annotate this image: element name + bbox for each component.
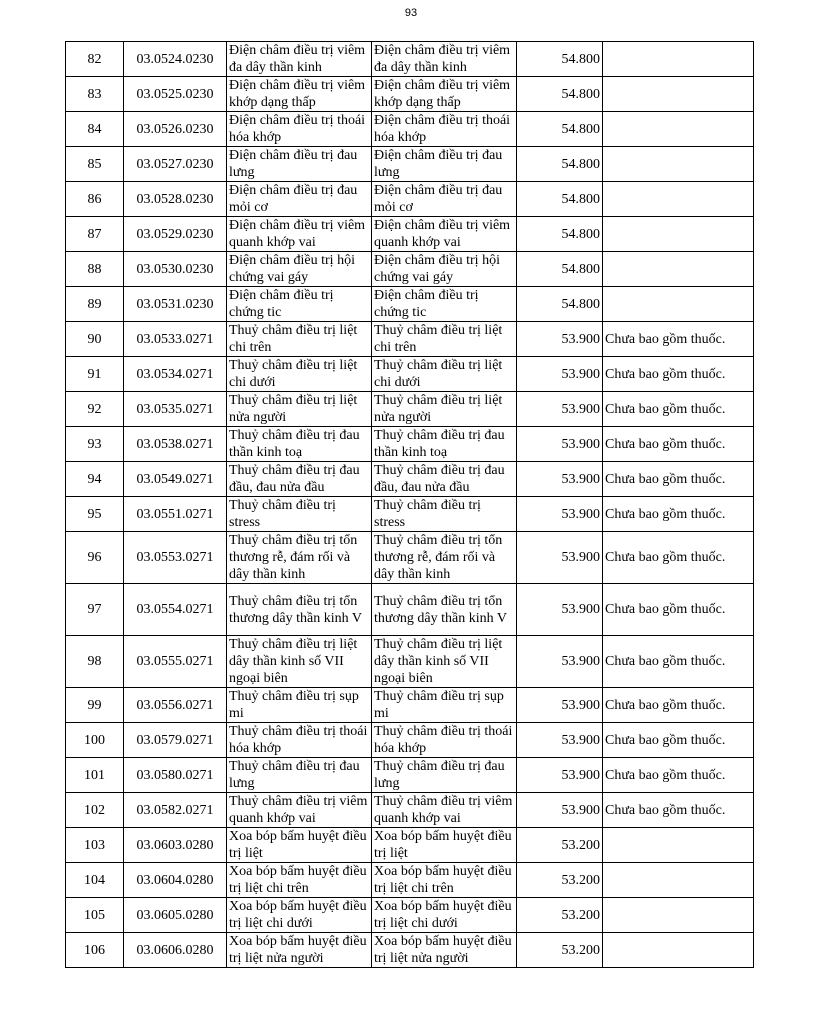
note-cell — [603, 898, 754, 933]
table-body — [66, 42, 754, 968]
table-row — [66, 322, 754, 357]
note-cell: Chưa bao gồm thuốc. — [603, 723, 754, 758]
service-price-table — [65, 41, 754, 968]
service-name-cell: Thuỷ châm điều trị liệt chi trên — [227, 322, 372, 357]
service-name-approved-cell: Xoa bóp bấm huyệt điều trị liệt chi dưới — [372, 898, 517, 933]
service-name-approved-cell: Thuỷ châm điều trị đau đầu, đau nửa đầu — [372, 462, 517, 497]
service-name-cell: Thuỷ châm điều trị đau thần kinh toạ — [227, 427, 372, 462]
note-cell: Chưa bao gồm thuốc. — [603, 427, 754, 462]
service-name-cell: Thuỷ châm điều trị sụp mi — [227, 688, 372, 723]
service-code-cell: 03.0604.0280 — [124, 863, 227, 898]
service-name-cell: Thuỷ châm điều trị stress — [227, 497, 372, 532]
note-cell — [603, 77, 754, 112]
price-cell: 54.800 — [517, 252, 603, 287]
service-name-cell: Thuỷ châm điều trị đau đầu, đau nửa đầu — [227, 462, 372, 497]
service-name-approved-cell: Xoa bóp bấm huyệt điều trị liệt chi trên — [372, 863, 517, 898]
price-cell: 53.900 — [517, 462, 603, 497]
service-code-cell: 03.0553.0271 — [124, 532, 227, 584]
price-cell: 53.900 — [517, 723, 603, 758]
stt-cell: 103 — [66, 828, 124, 863]
service-code-cell: 03.0528.0230 — [124, 182, 227, 217]
page-number: 93 — [404, 7, 418, 19]
price-cell: 53.200 — [517, 828, 603, 863]
service-name-cell: Xoa bóp bấm huyệt điều trị liệt — [227, 828, 372, 863]
price-cell: 53.200 — [517, 863, 603, 898]
service-code-cell: 03.0533.0271 — [124, 322, 227, 357]
stt-cell: 90 — [66, 322, 124, 357]
note-cell: Chưa bao gồm thuốc. — [603, 688, 754, 723]
note-cell — [603, 828, 754, 863]
service-code-cell: 03.0556.0271 — [124, 688, 227, 723]
service-code-cell: 03.0525.0230 — [124, 77, 227, 112]
service-code-cell: 03.0534.0271 — [124, 357, 227, 392]
stt-cell: 104 — [66, 863, 124, 898]
table-row — [66, 898, 754, 933]
note-cell — [603, 182, 754, 217]
price-cell: 54.800 — [517, 287, 603, 322]
service-name-approved-cell: Điện châm điều trị hội chứng vai gáy — [372, 252, 517, 287]
table-row — [66, 758, 754, 793]
table-row — [66, 112, 754, 147]
service-name-cell: Thuỷ châm điều trị liệt nửa người — [227, 392, 372, 427]
service-name-approved-cell: Thuỷ châm điều trị tổn thương dây thần kinh V — [372, 584, 517, 636]
price-cell: 53.900 — [517, 636, 603, 688]
service-code-cell: 03.0531.0230 — [124, 287, 227, 322]
service-name-approved-cell: Thuỷ châm điều trị tổn thương rễ, đám rối và dây thần kinh — [372, 532, 517, 584]
price-cell: 54.800 — [517, 147, 603, 182]
stt-cell: 85 — [66, 147, 124, 182]
service-name-cell: Xoa bóp bấm huyệt điều trị liệt chi trên — [227, 863, 372, 898]
service-name-cell: Điện châm điều trị hội chứng vai gáy — [227, 252, 372, 287]
service-name-approved-cell: Điện châm điều trị chứng tic — [372, 287, 517, 322]
price-cell: 54.800 — [517, 42, 603, 77]
stt-cell: 89 — [66, 287, 124, 322]
note-cell: Chưa bao gồm thuốc. — [603, 392, 754, 427]
price-cell: 54.800 — [517, 217, 603, 252]
service-name-cell: Thuỷ châm điều trị thoái hóa khớp — [227, 723, 372, 758]
stt-cell: 84 — [66, 112, 124, 147]
service-code-cell: 03.0555.0271 — [124, 636, 227, 688]
note-cell — [603, 217, 754, 252]
price-cell: 53.900 — [517, 532, 603, 584]
table-row — [66, 287, 754, 322]
stt-cell: 86 — [66, 182, 124, 217]
service-code-cell: 03.0535.0271 — [124, 392, 227, 427]
stt-cell: 83 — [66, 77, 124, 112]
stt-cell: 92 — [66, 392, 124, 427]
table-row — [66, 42, 754, 77]
stt-cell: 82 — [66, 42, 124, 77]
table-row — [66, 863, 754, 898]
service-name-cell: Điện châm điều trị viêm khớp dạng thấp — [227, 77, 372, 112]
stt-cell: 98 — [66, 636, 124, 688]
stt-cell: 97 — [66, 584, 124, 636]
service-name-cell: Xoa bóp bấm huyệt điều trị liệt chi dưới — [227, 898, 372, 933]
stt-cell: 99 — [66, 688, 124, 723]
stt-cell: 105 — [66, 898, 124, 933]
service-code-cell: 03.0526.0230 — [124, 112, 227, 147]
service-name-approved-cell: Thuỷ châm điều trị liệt chi trên — [372, 322, 517, 357]
price-cell: 53.900 — [517, 357, 603, 392]
note-cell: Chưa bao gồm thuốc. — [603, 462, 754, 497]
service-code-cell: 03.0538.0271 — [124, 427, 227, 462]
service-name-approved-cell: Thuỷ châm điều trị liệt dây thần kinh số VII ngoại biên — [372, 636, 517, 688]
stt-cell: 101 — [66, 758, 124, 793]
service-name-approved-cell: Thuỷ châm điều trị đau lưng — [372, 758, 517, 793]
stt-cell: 95 — [66, 497, 124, 532]
table-row — [66, 933, 754, 968]
note-cell: Chưa bao gồm thuốc. — [603, 636, 754, 688]
service-name-cell: Thuỷ châm điều trị tổn thương dây thần kinh V — [227, 584, 372, 636]
note-cell — [603, 863, 754, 898]
price-cell: 53.900 — [517, 758, 603, 793]
price-cell: 54.800 — [517, 112, 603, 147]
table-row — [66, 252, 754, 287]
table-row — [66, 688, 754, 723]
price-cell: 53.900 — [517, 688, 603, 723]
stt-cell: 96 — [66, 532, 124, 584]
stt-cell: 93 — [66, 427, 124, 462]
table-row — [66, 636, 754, 688]
service-name-approved-cell: Điện châm điều trị đau lưng — [372, 147, 517, 182]
service-name-approved-cell: Xoa bóp bấm huyệt điều trị liệt nửa người — [372, 933, 517, 968]
table-row — [66, 584, 754, 636]
service-name-approved-cell: Điện châm điều trị viêm đa dây thần kinh — [372, 42, 517, 77]
stt-cell: 100 — [66, 723, 124, 758]
service-code-cell: 03.0579.0271 — [124, 723, 227, 758]
price-cell: 53.200 — [517, 898, 603, 933]
service-name-approved-cell: Thuỷ châm điều trị sụp mi — [372, 688, 517, 723]
service-code-cell: 03.0549.0271 — [124, 462, 227, 497]
note-cell — [603, 42, 754, 77]
price-cell: 54.800 — [517, 182, 603, 217]
service-code-cell: 03.0551.0271 — [124, 497, 227, 532]
table-row — [66, 793, 754, 828]
service-name-approved-cell: Điện châm điều trị đau mỏi cơ — [372, 182, 517, 217]
note-cell: Chưa bao gồm thuốc. — [603, 532, 754, 584]
table-row — [66, 497, 754, 532]
service-code-cell: 03.0580.0271 — [124, 758, 227, 793]
note-cell: Chưa bao gồm thuốc. — [603, 758, 754, 793]
service-code-cell: 03.0529.0230 — [124, 217, 227, 252]
table-row — [66, 77, 754, 112]
stt-cell: 87 — [66, 217, 124, 252]
stt-cell: 91 — [66, 357, 124, 392]
service-name-approved-cell: Điện châm điều trị viêm khớp dạng thấp — [372, 77, 517, 112]
service-name-approved-cell: Thuỷ châm điều trị stress — [372, 497, 517, 532]
service-name-approved-cell: Điện châm điều trị thoái hóa khớp — [372, 112, 517, 147]
service-name-approved-cell: Thuỷ châm điều trị viêm quanh khớp vai — [372, 793, 517, 828]
service-name-approved-cell: Xoa bóp bấm huyệt điều trị liệt — [372, 828, 517, 863]
table-row — [66, 147, 754, 182]
service-code-cell: 03.0554.0271 — [124, 584, 227, 636]
price-cell: 53.900 — [517, 793, 603, 828]
service-code-cell: 03.0527.0230 — [124, 147, 227, 182]
service-name-cell: Thuỷ châm điều trị liệt chi dưới — [227, 357, 372, 392]
price-cell: 53.900 — [517, 584, 603, 636]
note-cell — [603, 252, 754, 287]
stt-cell: 102 — [66, 793, 124, 828]
service-name-approved-cell: Thuỷ châm điều trị đau thần kinh toạ — [372, 427, 517, 462]
price-cell: 53.200 — [517, 933, 603, 968]
note-cell: Chưa bao gồm thuốc. — [603, 497, 754, 532]
price-cell: 54.800 — [517, 77, 603, 112]
service-name-cell: Điện châm điều trị đau mỏi cơ — [227, 182, 372, 217]
service-code-cell: 03.0530.0230 — [124, 252, 227, 287]
table-row — [66, 828, 754, 863]
table-row — [66, 392, 754, 427]
service-code-cell: 03.0605.0280 — [124, 898, 227, 933]
note-cell: Chưa bao gồm thuốc. — [603, 793, 754, 828]
price-cell: 53.900 — [517, 497, 603, 532]
table-row — [66, 532, 754, 584]
note-cell: Chưa bao gồm thuốc. — [603, 322, 754, 357]
service-name-cell: Thuỷ châm điều trị tổn thương rễ, đám rối và dây thần kinh — [227, 532, 372, 584]
note-cell — [603, 287, 754, 322]
service-code-cell: 03.0524.0230 — [124, 42, 227, 77]
price-cell: 53.900 — [517, 427, 603, 462]
service-code-cell: 03.0603.0280 — [124, 828, 227, 863]
table-row — [66, 427, 754, 462]
service-name-cell: Điện châm điều trị đau lưng — [227, 147, 372, 182]
service-name-approved-cell: Thuỷ châm điều trị thoái hóa khớp — [372, 723, 517, 758]
price-cell: 53.900 — [517, 322, 603, 357]
service-name-cell: Xoa bóp bấm huyệt điều trị liệt nửa người — [227, 933, 372, 968]
service-code-cell: 03.0582.0271 — [124, 793, 227, 828]
service-name-cell: Điện châm điều trị viêm quanh khớp vai — [227, 217, 372, 252]
service-code-cell: 03.0606.0280 — [124, 933, 227, 968]
table-row — [66, 723, 754, 758]
note-cell: Chưa bao gồm thuốc. — [603, 584, 754, 636]
note-cell: Chưa bao gồm thuốc. — [603, 357, 754, 392]
stt-cell: 88 — [66, 252, 124, 287]
note-cell — [603, 933, 754, 968]
table-row — [66, 357, 754, 392]
stt-cell: 94 — [66, 462, 124, 497]
service-name-cell: Thuỷ châm điều trị liệt dây thần kinh số VII ngoại biên — [227, 636, 372, 688]
service-name-cell: Điện châm điều trị viêm đa dây thần kinh — [227, 42, 372, 77]
service-name-approved-cell: Điện châm điều trị viêm quanh khớp vai — [372, 217, 517, 252]
service-name-cell: Thuỷ châm điều trị viêm quanh khớp vai — [227, 793, 372, 828]
table-row — [66, 217, 754, 252]
service-name-cell: Điện châm điều trị chứng tic — [227, 287, 372, 322]
stt-cell: 106 — [66, 933, 124, 968]
service-name-approved-cell: Thuỷ châm điều trị liệt chi dưới — [372, 357, 517, 392]
price-cell: 53.900 — [517, 392, 603, 427]
service-name-cell: Điện châm điều trị thoái hóa khớp — [227, 112, 372, 147]
table-row — [66, 462, 754, 497]
note-cell — [603, 112, 754, 147]
service-name-approved-cell: Thuỷ châm điều trị liệt nửa người — [372, 392, 517, 427]
note-cell — [603, 147, 754, 182]
table-row — [66, 182, 754, 217]
service-name-cell: Thuỷ châm điều trị đau lưng — [227, 758, 372, 793]
